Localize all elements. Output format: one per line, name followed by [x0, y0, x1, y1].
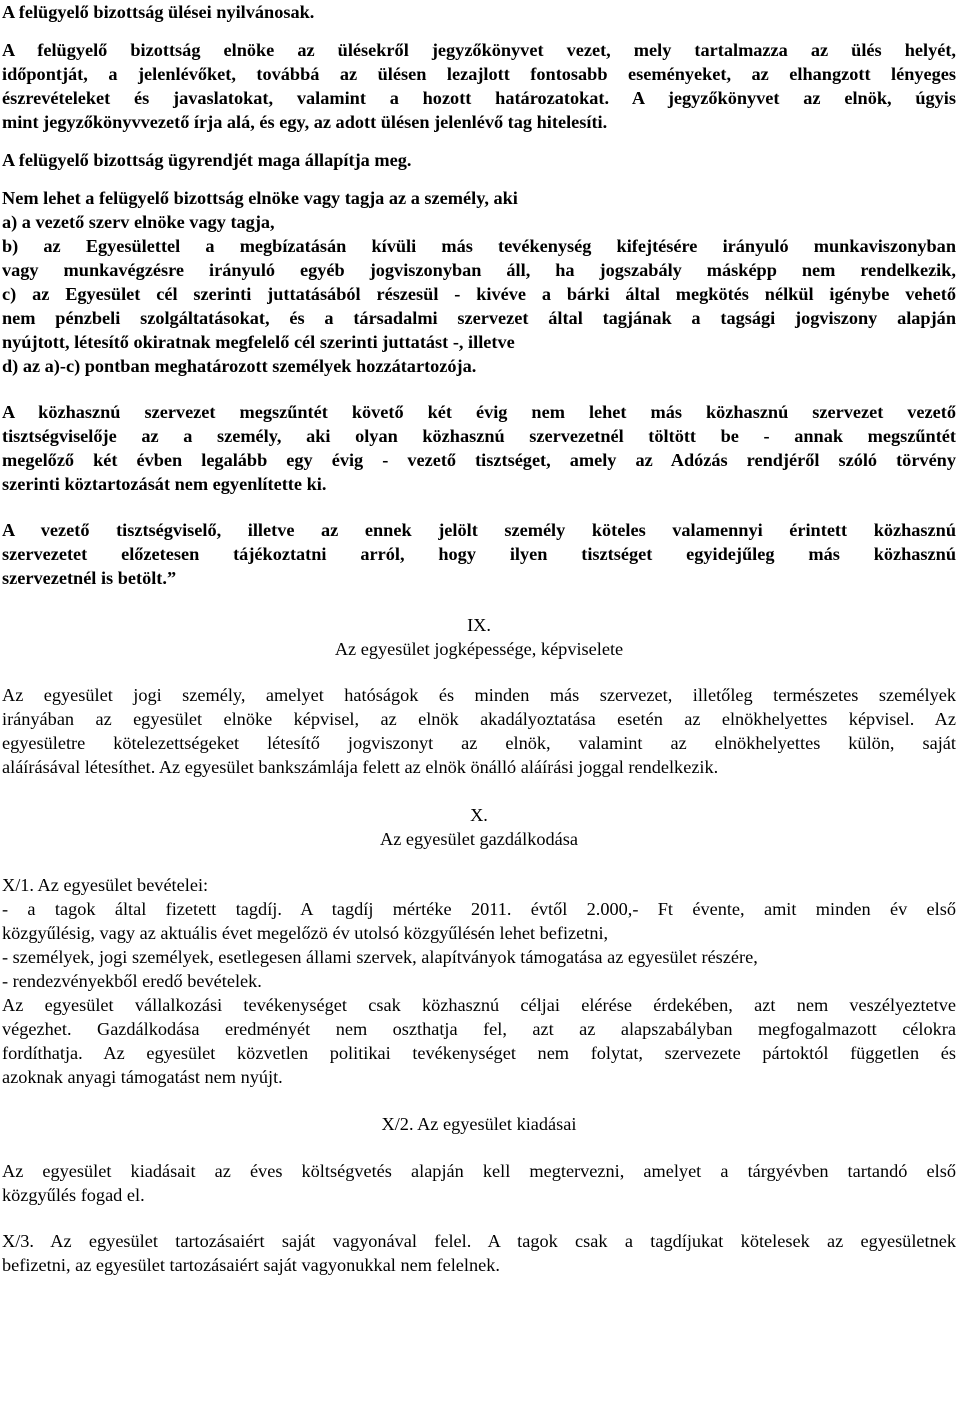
paragraph-representation: [2, 683, 956, 779]
section-heading-ix: [2, 613, 956, 661]
text-line: észrevételeket és javaslatokat, valamint a hozott határozatokat. A jegyzőkönyvet az elnök, úgyis: [2, 88, 956, 108]
paragraph-incompatibility: [2, 186, 956, 378]
text-line: befizetni, az egyesület tartozásaiért saját vagyonukkal nem felelnek.: [2, 1255, 500, 1275]
text-line: Az egyesület jogi személy, amelyet hatóságok és minden más szervezet, illetőleg természetes személyek: [2, 685, 956, 705]
text-line: aláírásával létesíthet. Az egyesület bankszámlája felett az elnök önálló aláírási joggal rendelkezik.: [2, 757, 719, 777]
text-line: - rendezvényekből eredő bevételek.: [2, 971, 262, 991]
text-line: tisztségviselője az a személy, aki olyan közhasznú szervezetnél töltött be - annak megszűntét: [2, 426, 956, 446]
text-line: a) a vezető szerv elnöke vagy tagja,: [2, 212, 275, 232]
text-line: irányában az egyesület elnöke képvisel, az elnök akadályoztatása esetén az elnökhelyettes képvisel. Az: [2, 709, 956, 729]
text-line: b) az Egyesülettel a megbízatásán kívüli más tevékenység kifejtésére irányuló munkaviszonyban: [2, 236, 956, 256]
text-line: azoknak anyagi támogatást nem nyújt.: [2, 1067, 283, 1087]
text-line: megelőző két évben legalább egy évig - vezető tisztséget, amely az Adózás rendjéről szóló törvény: [2, 450, 956, 470]
paragraph-liabilities: [2, 1229, 956, 1277]
paragraph-expenses: [2, 1159, 956, 1207]
text-line: A felügyelő bizottság elnöke az ülésekről jegyzőkönyvet vezet, mely tartalmazza az ülés helyét,: [2, 40, 956, 60]
text-line: végezhet. Gazdálkodása eredményét nem oszthatja fel, azt az alapszabályban megfogalmazott célokra: [2, 1019, 956, 1039]
text-line: c) az Egyesület cél szerinti juttatásából részesül - kivéve a bárki által megkötés nélkül igénybe vehető: [2, 284, 956, 304]
text-line: nem pénzbeli szolgáltatásokat, és a társadalmi szervezet által tagjának a tagsági jogviszony alapján: [2, 308, 956, 328]
paragraph-minutes: [2, 38, 956, 134]
text-line: X/3. Az egyesület tartozásaiért saját vagyonával felel. A tagok csak a tagdíjukat kötelesek az egyesületnek: [2, 1231, 956, 1251]
section-number: IX.: [467, 615, 491, 635]
text-line: Nem lehet a felügyelő bizottság elnöke vagy tagja az a személy, aki: [2, 188, 518, 208]
text-line: Az egyesület vállalkozási tevékenységet csak közhasznú céljai elérése érdekében, azt nem veszélyeztetve: [2, 995, 956, 1015]
text-line: X/1. Az egyesület bevételei:: [2, 875, 209, 895]
text-line: fordíthatja. Az egyesület közvetlen politikai tevékenységet nem folytat, szervezete pártoktól független és: [2, 1043, 956, 1063]
text-line: egyesületre kötelezettségeket létesítő jogviszonyt az elnök, valamint az elnökhelyettes külön, saját: [2, 733, 956, 753]
section-title: Az egyesület jogképessége, képviselete: [334, 639, 624, 659]
subsection-heading-x2: X/2. Az egyesület kiadásai: [381, 1114, 577, 1134]
text-line: vagy munkavégzésre irányuló egyéb jogviszonyban áll, ha jogszabály másképp nem rendelkezik,: [2, 260, 956, 280]
text-line: nyújtott, létesítő okiratnak megfelelő cél szerinti juttatást -, illetve: [2, 332, 515, 352]
section-number: X.: [470, 805, 488, 825]
text-line: mint jegyzőkönyvvezető írja alá, és egy, az adott ülésen jelenlévő tag hitelesíti.: [2, 112, 608, 132]
text-line: Az egyesület kiadásait az éves költségvetés alapján kell megtervezni, amelyet a tárgyévben tartandó első: [2, 1161, 956, 1181]
section-title: Az egyesület gazdálkodása: [380, 829, 578, 849]
section-heading-x: [2, 803, 956, 851]
text-line: d) az a)-c) pontban meghatározott személyek hozzátartozója.: [2, 356, 477, 376]
text-line: szerinti köztartozását nem egyenlítette ki.: [2, 474, 327, 494]
text-line: A vezető tisztségviselő, illetve az ennek jelölt személy köteles valamennyi érintett közhasznú: [2, 520, 956, 540]
text-line: időpontját, a jelenlévőket, továbbá az ülésen lezajlott fontosabb eseményeket, az elhangzott lényeges: [2, 64, 956, 84]
text-line: - személyek, jogi személyek, esetlegesen állami szervek, alapítványok támogatása az egyesület részére,: [2, 947, 758, 967]
text-line: közgyűlésig, vagy az aktuális évet megelőzö év utolsó közgyűlésén lehet befizetni,: [2, 923, 609, 943]
text-line: szervezetet előzetesen tájékoztatni arról, hogy ilyen tisztséget egyidejűleg más közhasznú: [2, 544, 956, 564]
paragraph-leader-obligation: [2, 518, 956, 590]
sentence-meetings-public: A felügyelő bizottság ülései nyilvánosak.: [2, 2, 315, 22]
paragraph-public-benefit-leader: [2, 400, 956, 496]
paragraph-rules-of-procedure: A felügyelő bizottság ügyrendjét maga állapítja meg.: [2, 150, 412, 170]
text-line: szervezetnél is betölt.”: [2, 568, 177, 588]
text-line: közgyűlés fogad el.: [2, 1185, 145, 1205]
text-line: A közhasznú szervezet megszűntét követő két évig nem lehet más közhasznú szervezet vezető: [2, 402, 956, 422]
paragraph-revenues: [2, 873, 956, 1089]
text-line: - a tagok által fizetett tagdíj. A tagdíj mértéke 2011. évtől 2.000,- Ft évente, amit minden év első: [2, 899, 956, 919]
